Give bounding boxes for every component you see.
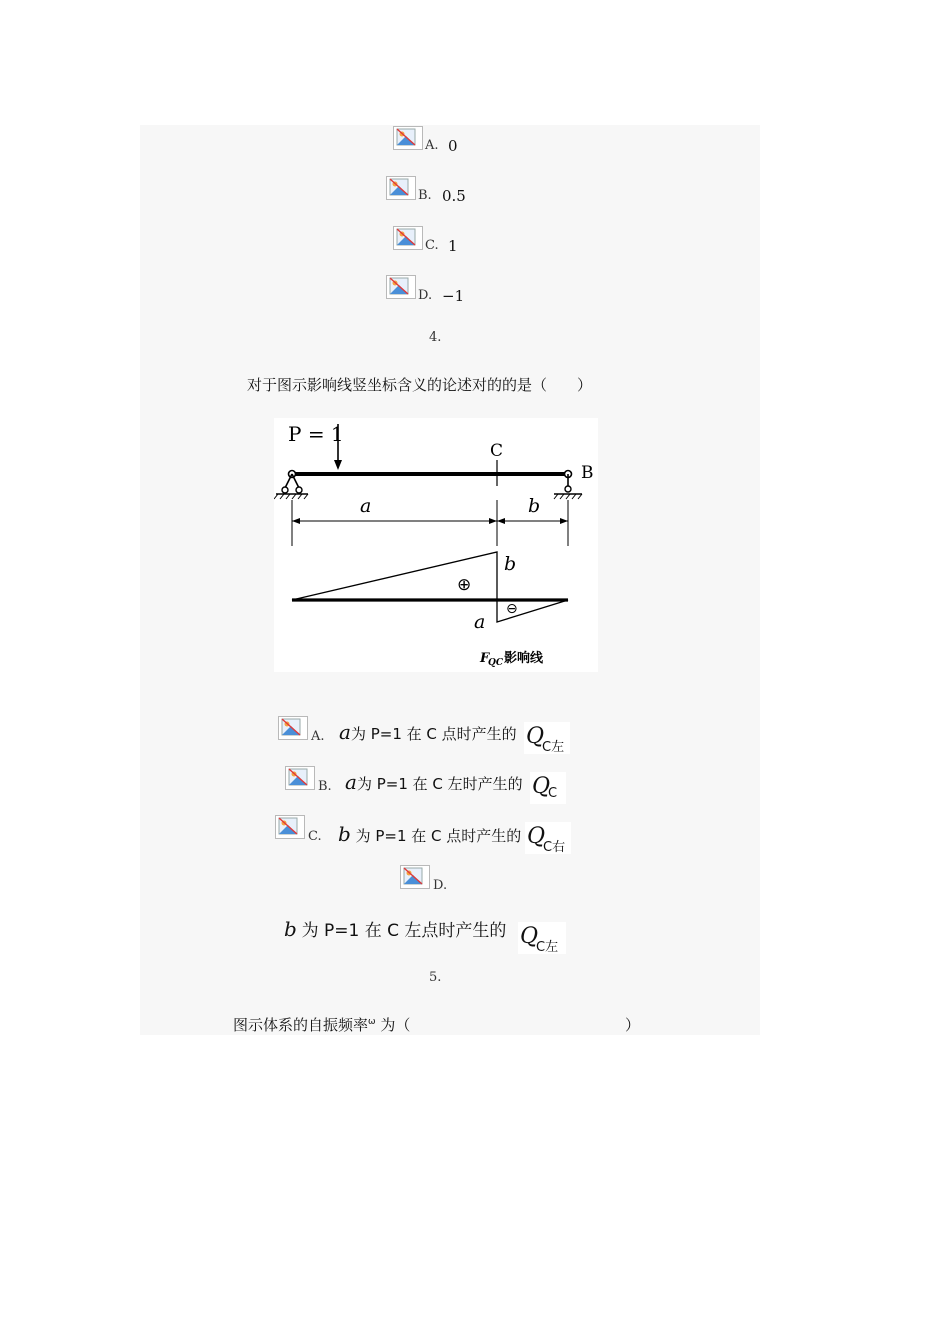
option-text bbox=[345, 770, 523, 794]
option-variable: b bbox=[284, 917, 297, 941]
stem-close-paren: ） bbox=[625, 1016, 641, 1034]
option-letter: B. bbox=[318, 779, 332, 794]
load-label: P = 1 bbox=[288, 422, 344, 446]
q-symbol bbox=[530, 772, 566, 804]
radio-option-a[interactable] bbox=[393, 126, 423, 150]
q-symbol bbox=[524, 722, 570, 754]
option-variable: b bbox=[338, 822, 351, 846]
option-description: 为 P=1 在 C 点时产生的 bbox=[350, 725, 517, 743]
stem-suffix: 为（ bbox=[380, 1016, 411, 1034]
influence-line-figure bbox=[274, 418, 598, 672]
plus-sign: ⊕ bbox=[457, 575, 472, 595]
option-description: 为 P=1 在 C 左时产生的 bbox=[356, 775, 523, 793]
option-value: 0 bbox=[448, 137, 458, 155]
broken-image-icon bbox=[276, 816, 304, 838]
q-symbol bbox=[518, 922, 566, 954]
q-letter: Q bbox=[520, 924, 539, 949]
q-subscript: C右 bbox=[543, 840, 566, 855]
option-letter: D. bbox=[418, 288, 433, 303]
radio-option-c[interactable] bbox=[275, 815, 305, 839]
option-value: −1 bbox=[442, 287, 465, 305]
option-letter: C. bbox=[425, 238, 439, 253]
question-number: 5. bbox=[429, 970, 442, 985]
arrow-down-icon bbox=[334, 460, 342, 470]
q-symbol bbox=[525, 822, 571, 854]
stem-prefix: 图示体系的自振频率 bbox=[233, 1016, 369, 1034]
caption-symbol: F bbox=[480, 651, 490, 666]
ordinate-a-label: a bbox=[474, 611, 486, 633]
option-text bbox=[284, 916, 506, 941]
ordinate-b-label: b bbox=[504, 553, 517, 575]
question-stem: 对于图示影响线竖坐标含义的论述对的的是（ ） bbox=[247, 376, 593, 394]
option-letter: A. bbox=[311, 729, 325, 744]
broken-image-icon bbox=[394, 227, 422, 249]
point-b-label: B bbox=[581, 463, 594, 483]
option-letter: D. bbox=[433, 878, 448, 893]
radio-option-b[interactable] bbox=[285, 766, 315, 790]
radio-option-a[interactable] bbox=[278, 716, 308, 740]
beam-diagram bbox=[274, 418, 598, 672]
question-stem bbox=[233, 1014, 410, 1035]
radio-option-d[interactable] bbox=[400, 865, 430, 889]
minus-sign: ⊖ bbox=[506, 601, 518, 617]
option-letter: B. bbox=[418, 188, 432, 203]
q-subscript: C bbox=[548, 786, 558, 801]
q-letter: Q bbox=[532, 774, 551, 799]
broken-image-icon bbox=[387, 276, 415, 298]
question-number: 4. bbox=[429, 330, 442, 345]
point-c-label: C bbox=[490, 441, 504, 461]
q-subscript: C左 bbox=[536, 940, 559, 955]
q-subscript: C左 bbox=[542, 740, 565, 755]
option-description: 为 P=1 在 C 点时产生的 bbox=[355, 827, 522, 845]
dim-a-label: a bbox=[360, 495, 372, 517]
broken-image-icon bbox=[387, 177, 415, 199]
broken-image-icon bbox=[286, 767, 314, 789]
option-value: 1 bbox=[448, 237, 458, 255]
broken-image-icon bbox=[401, 866, 429, 888]
option-text bbox=[339, 720, 517, 744]
omega-symbol: ω bbox=[368, 1017, 376, 1027]
radio-option-c[interactable] bbox=[393, 226, 423, 250]
q-letter: Q bbox=[527, 824, 546, 849]
radio-option-b[interactable] bbox=[386, 176, 416, 200]
option-value: 0.5 bbox=[442, 187, 466, 205]
option-variable: a bbox=[345, 770, 357, 794]
radio-option-d[interactable] bbox=[386, 275, 416, 299]
caption-subscript: QC bbox=[488, 658, 504, 668]
broken-image-icon bbox=[279, 717, 307, 739]
dim-b-label: b bbox=[528, 495, 541, 517]
option-description: 为 P=1 在 C 左点时产生的 bbox=[301, 921, 507, 941]
option-letter: A. bbox=[425, 138, 439, 153]
caption-text: 影响线 bbox=[504, 651, 544, 666]
q-letter: Q bbox=[526, 724, 545, 749]
option-letter: C. bbox=[308, 829, 322, 844]
option-variable: a bbox=[339, 720, 351, 744]
broken-image-icon bbox=[394, 127, 422, 149]
option-text bbox=[338, 822, 521, 846]
